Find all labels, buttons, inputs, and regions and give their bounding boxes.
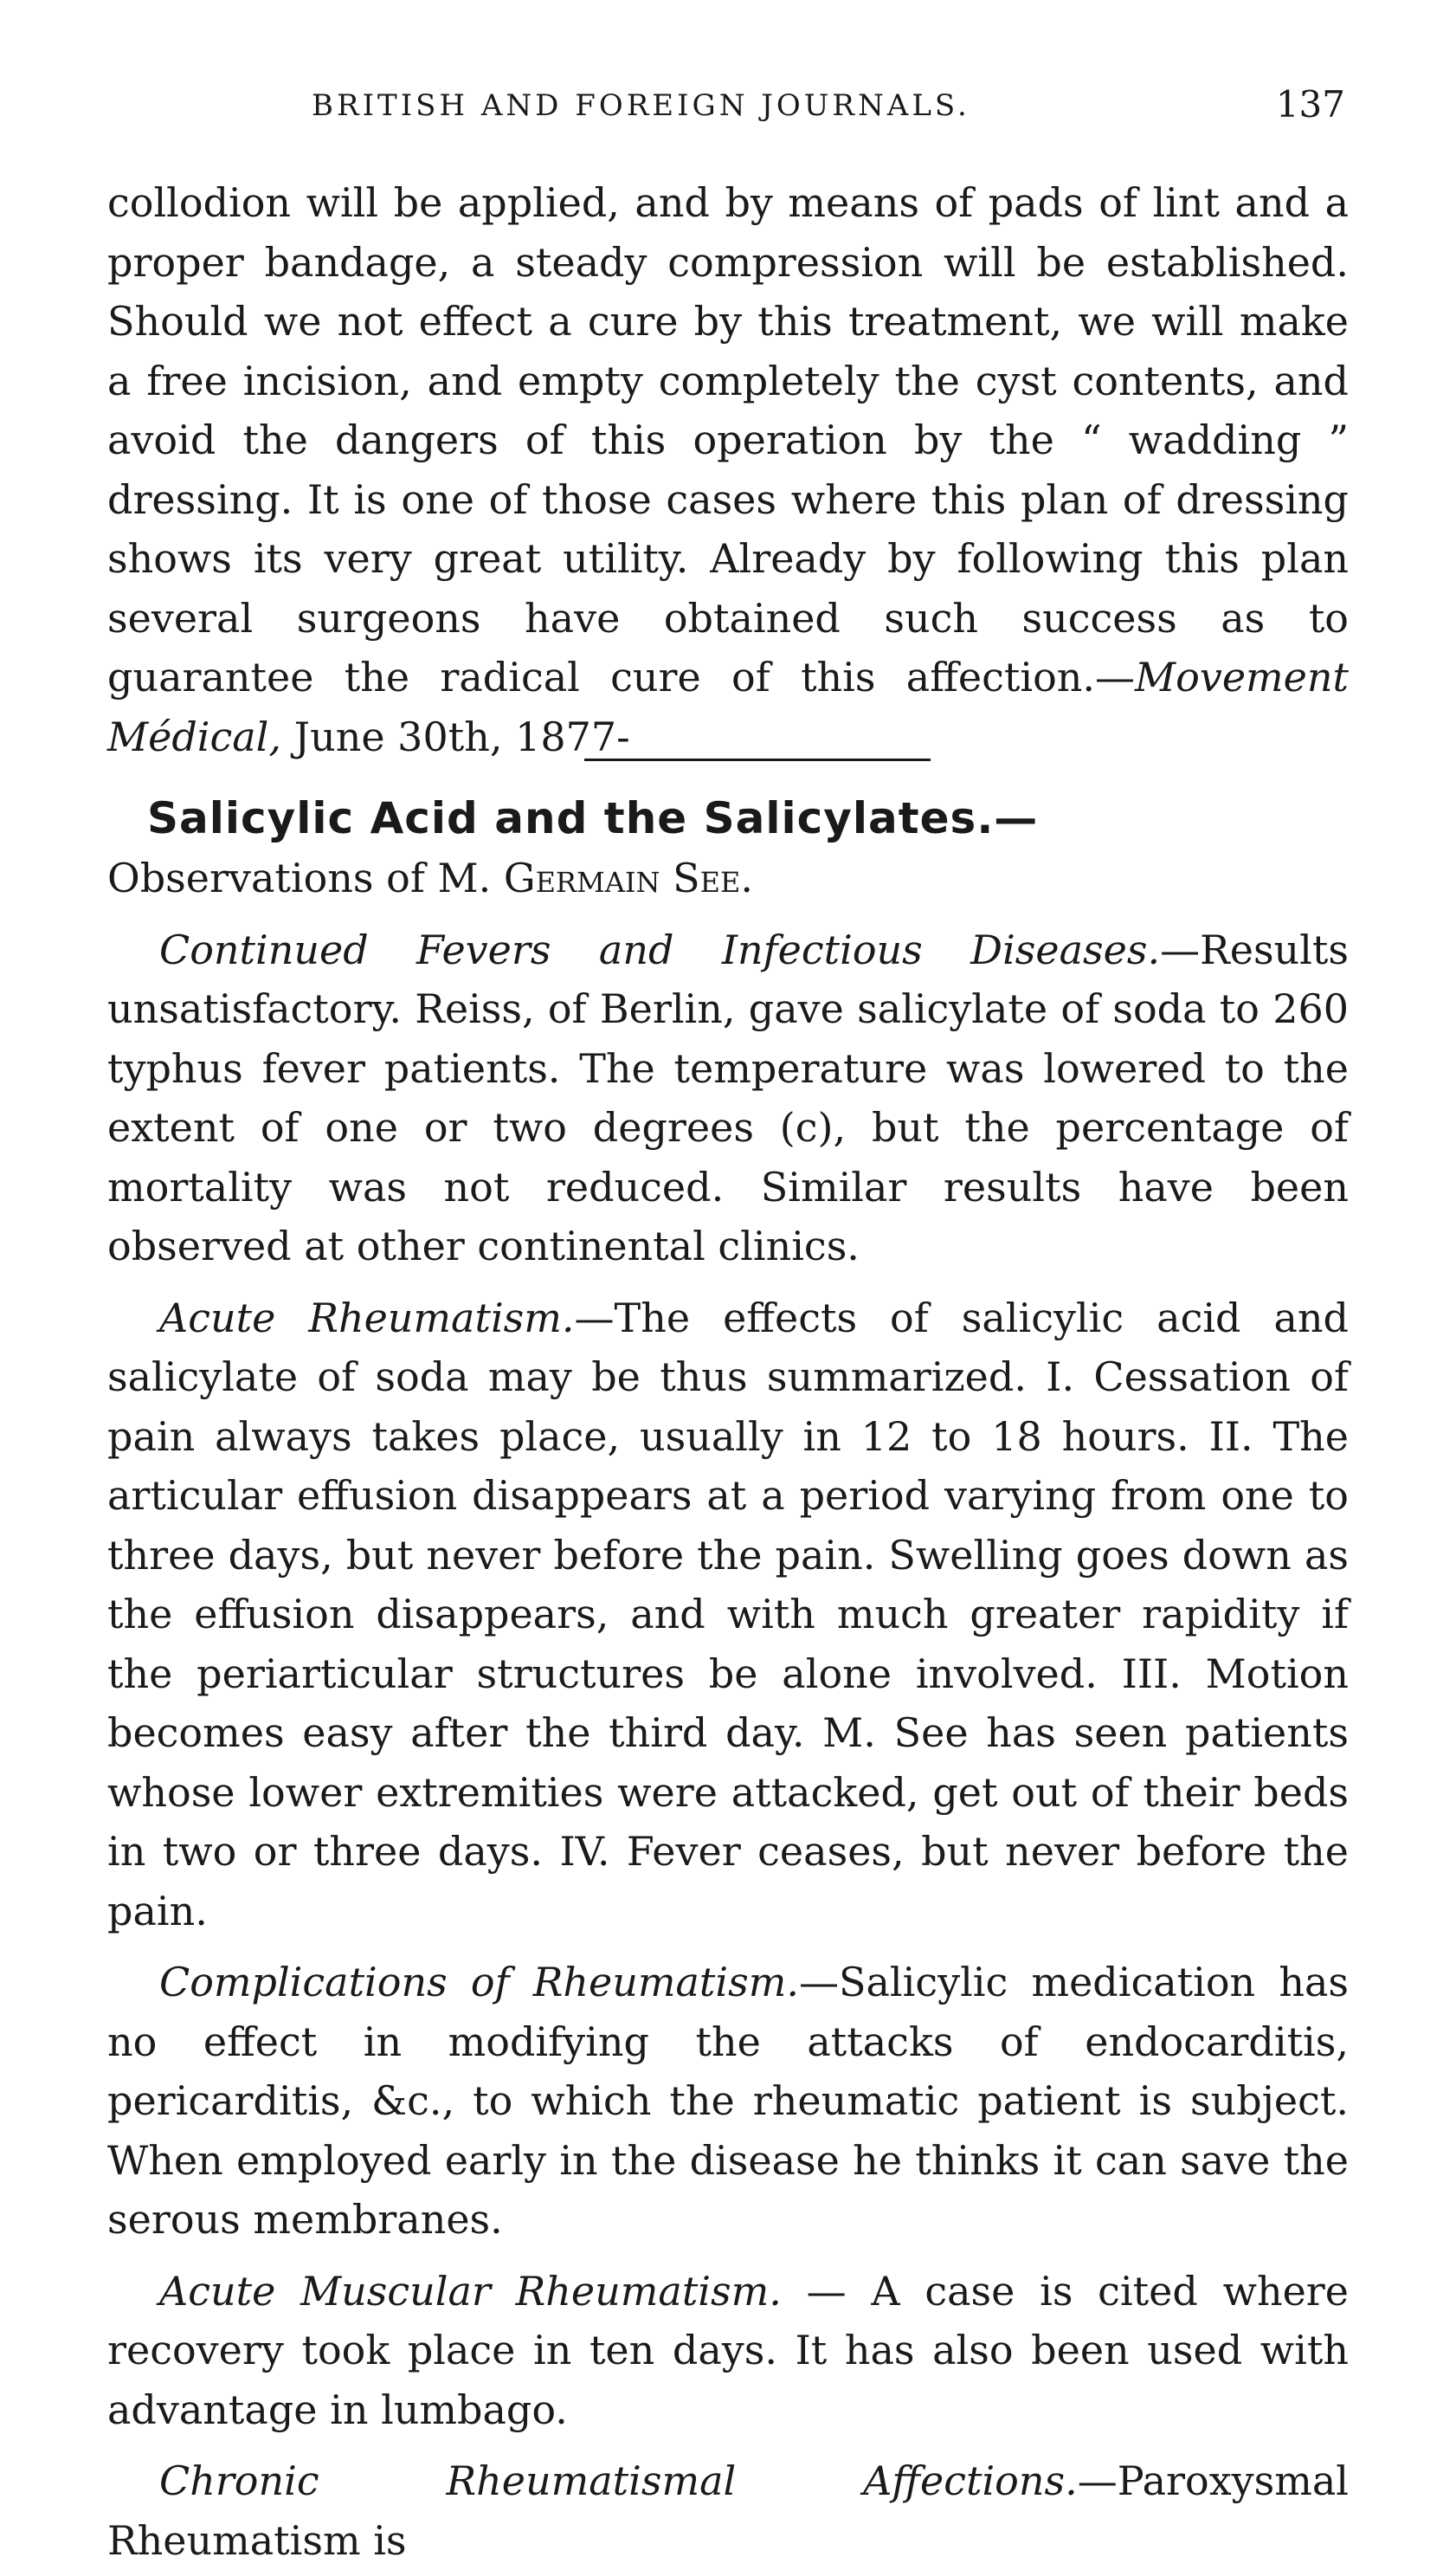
section-heading: Acute Muscular Rheumatism. xyxy=(159,2267,782,2315)
byline-prefix: Observations of M. xyxy=(107,855,504,901)
section-heading: Chronic Rheumatismal Affections. xyxy=(159,2457,1078,2504)
section-text: — A case is cited where recovery took place in ten days. It has also been used with advantage in lumbago. xyxy=(107,2267,1349,2433)
section-text: —Results unsatisfactory. Reiss, of Berlin, gave salicylate of soda to 260 typhus fever patients. The temperature was lowered to the extent of one or two degrees (c), but the percentage of mortality was not reduced. Similar results have been observed at other continental clinics. xyxy=(107,926,1349,1269)
section-heading: Complications of Rheumatism. xyxy=(159,1959,799,2005)
continuation-text: collodion will be applied, and by means of pads of lint and a proper bandage, a steady compression will be established. Should we not effect a cure by this treatment, we will make a free incision, and empty completely the cyst contents, and avoid the dangers of this operation by the “ wadding ” dressing. It is one of those cases where this plan of dressing shows its very great utility. Already by following this plan several surgeons have obtained such success as to guarantee the radical cure of this affection.— xyxy=(107,179,1349,701)
section-text: —Salicylic medication has no effect in modifying the attacks of endocarditis, pericarditis, &c., to which the rheumatic patient is subject. When employed early in the disease he thinks it can save the serous membranes. xyxy=(107,1959,1350,2243)
section-paragraph xyxy=(107,920,1349,1276)
article-byline xyxy=(107,849,1349,908)
section-text: —Paroxysmal Rheumatism is xyxy=(107,2457,1349,2564)
section-text: —The effects of salicylic acid and salicylate of soda may be thus summarized. I. Cessation of pain always takes place, usually in 12 to 18 hours. II. The articular effusion disappears at a period varying from one to three days, but never before the pain. Swelling goes down as the effusion disappears, and with much greater rapidity if the periarticular structures be alone involved. III. Motion becomes easy after the third day. M. See has seen patients whose lower extremities were attacked, get out of their beds in two or three days. IV. Fever ceases, but never before the pain. xyxy=(107,1294,1350,1934)
running-header: BRITISH AND FOREIGN JOURNALS. xyxy=(312,88,970,123)
page-number: 137 xyxy=(1275,83,1345,126)
section-paragraph xyxy=(107,2451,1349,2570)
section-paragraph xyxy=(107,2262,1349,2440)
section-heading: Acute Rheumatism. xyxy=(159,1294,575,1341)
continuation-paragraph xyxy=(107,173,1349,766)
section-paragraph xyxy=(107,1288,1349,1941)
article-body xyxy=(107,849,1349,2570)
section-divider xyxy=(584,759,931,761)
section-heading: Continued Fevers and Infectious Diseases. xyxy=(159,926,1161,973)
section-paragraph xyxy=(107,1953,1349,2250)
byline-author: Germain See. xyxy=(503,855,754,901)
source-journal: Movement Médical, xyxy=(107,654,1349,760)
article-title: Salicylic Acid and the Salicylates.— xyxy=(147,793,1039,843)
continuation-block xyxy=(107,173,1349,766)
source-date: June 30th, 1877- xyxy=(281,713,630,760)
